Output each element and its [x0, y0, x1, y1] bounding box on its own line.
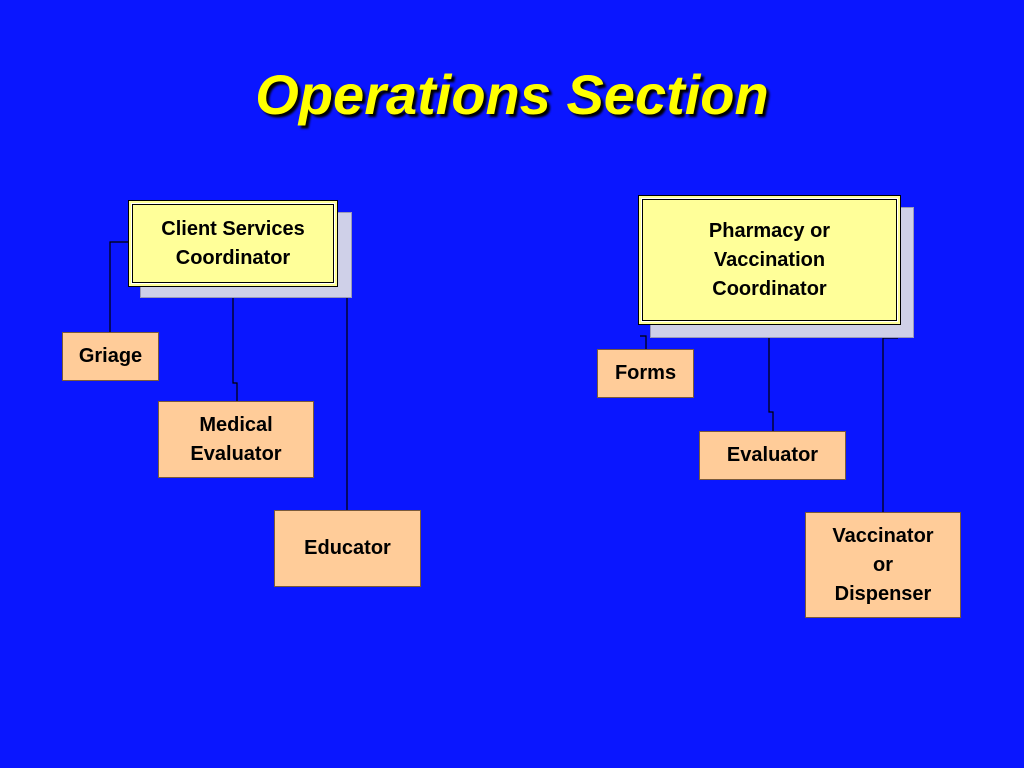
pharmacy-coordinator-label: Pharmacy or Vaccination Coordinator [708, 219, 831, 300]
medical-evaluator-box [158, 401, 314, 478]
connector-medical-evaluator [233, 288, 237, 401]
connector-educator [336, 288, 347, 510]
connector-vaccinator [883, 338, 898, 512]
vaccinator-dispenser-box [805, 512, 961, 618]
pharmacy-coordinator-box [638, 195, 901, 325]
educator-box [274, 510, 421, 587]
forms-label: Forms [614, 362, 677, 384]
evaluator-box [699, 431, 846, 480]
medical-evaluator-label: Medical Evaluator [190, 413, 282, 465]
griage-label: Griage [78, 345, 143, 367]
connector-evaluator [769, 326, 773, 431]
griage-box [62, 332, 159, 381]
connector-griage [110, 242, 128, 332]
forms-box [597, 349, 694, 398]
page-title: Operations Section [255, 63, 769, 126]
vaccinator-dispenser-label: Vaccinator or Dispenser [832, 524, 934, 605]
evaluator-label: Evaluator [726, 444, 819, 466]
client-services-coordinator-box [128, 200, 338, 287]
educator-label: Educator [304, 537, 391, 559]
client-services-coordinator-label: Client Services Coordinator [161, 217, 305, 269]
connector-forms [640, 336, 646, 349]
